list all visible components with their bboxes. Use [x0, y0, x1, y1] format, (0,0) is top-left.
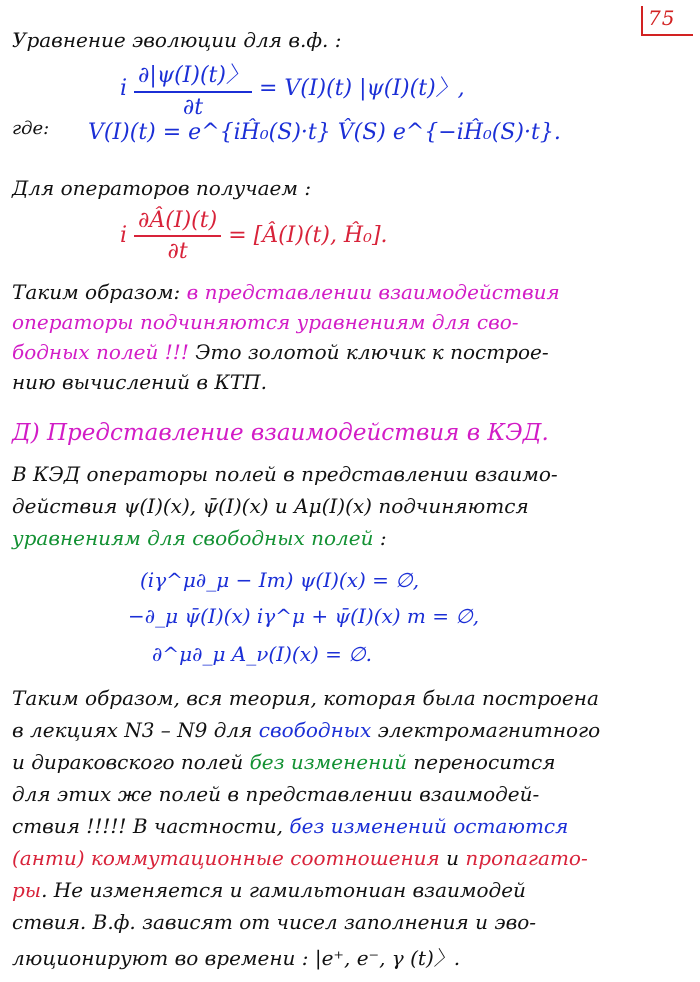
para3-line3: [12, 750, 555, 774]
para3-l3a: и дираковского полей: [12, 750, 244, 774]
eq1-rhs: = V(I)(t) |ψ(I)(t)〉,: [258, 76, 465, 101]
para3-line6: [12, 846, 588, 870]
para1-line3: [12, 340, 549, 364]
para3-remain: без изменений остаются: [289, 814, 569, 838]
para3-propagators: пропагато-: [465, 846, 588, 870]
para1-highlight3: бодных полей !!!: [12, 340, 189, 364]
para3-line7: [12, 878, 526, 902]
para1-golden-key: Это золотой ключик к построе-: [195, 340, 549, 364]
eq1-denominator: ∂t: [182, 95, 204, 120]
para2-line3: [12, 526, 387, 550]
qed-equation-photon: ∂^μ∂_μ A_ν(I)(x) = ∅.: [152, 642, 373, 666]
para3-ry: ры: [12, 878, 42, 902]
para2-line1: В КЭД операторы полей в представлении взаимо-: [12, 462, 558, 486]
eq1-i: i: [120, 76, 128, 101]
eq1-numerator: ∂|ψ(I)(t)〉: [134, 58, 252, 93]
equation-interaction-potential: V(I)(t) = e^{iĤ₀(S)·t} V̂(S) e^{−iĤ₀(S)·t}.: [88, 120, 561, 145]
equation-evolution: [120, 58, 465, 120]
eq3-i: i: [120, 223, 128, 248]
para3-l3b: переносится: [413, 750, 556, 774]
para3-line4: для этих же полей в представлении взаимодей-: [12, 782, 540, 806]
para2-colon: :: [379, 526, 387, 550]
para3-hamiltonian: . Не изменяется и гамильтониан взаимодей: [41, 878, 526, 902]
para3-line9: люционируют во времени : |e⁺, e⁻, γ (t)〉.: [12, 946, 461, 970]
eq3-rhs: = [Â(I)(t), Ĥ₀].: [228, 223, 388, 248]
para3-l2a: в лекциях N3 – N9 для: [12, 718, 253, 742]
para3-line8: ствия. В.ф. зависят от чисел заполнения и эво-: [12, 910, 537, 934]
qed-equation-dirac-conjugate: −∂_μ ψ̄(I)(x) iγ^μ + ψ̄(I)(x) m = ∅,: [128, 604, 480, 628]
heading-evolution: Уравнение эволюции для в.ф. :: [12, 28, 342, 52]
eq3-denominator: ∂t: [167, 239, 188, 264]
para3-line1: Таким образом, вся теория, которая была построена: [12, 686, 599, 710]
para1-line2: операторы подчиняются уравнениям для сво-: [12, 310, 519, 334]
para1-line1: [12, 280, 560, 304]
para1-highlight1: в представлении взаимодействия: [186, 280, 560, 304]
para3-l5a: ствия !!!!! В частности,: [12, 814, 284, 838]
para3-line5: [12, 814, 568, 838]
section-title: Д) Представление взаимодействия в КЭД.: [12, 420, 549, 446]
para1-line4: нию вычислений в КТП.: [12, 370, 267, 394]
para3-commutation: (анти) коммутационные соотношения: [12, 846, 440, 870]
eq3-numerator: ∂Â(I)(t): [134, 208, 221, 237]
equation-operators: [120, 208, 388, 264]
para3-and: и: [446, 846, 460, 870]
eq1-fraction: [134, 58, 252, 120]
para3-unchanged: без изменений: [249, 750, 408, 774]
operators-label: Для операторов получаем :: [12, 176, 312, 200]
page-number: 75: [648, 6, 676, 30]
para3-free: свободных: [258, 718, 372, 742]
where-label: где:: [12, 118, 50, 139]
para3-line2: [12, 718, 600, 742]
para1-lead: Таким образом:: [12, 280, 181, 304]
para2-line2: действия ψ(I)(x), ψ̄(I)(x) и Aμ(I)(x) подчиняются: [12, 494, 529, 518]
para3-l2b: электромагнитного: [377, 718, 601, 742]
qed-equation-dirac: (iγ^μ∂_μ − Im) ψ(I)(x) = ∅,: [140, 568, 420, 592]
eq3-fraction: [134, 208, 221, 264]
para2-green: уравнениям для свободных полей: [12, 526, 374, 550]
